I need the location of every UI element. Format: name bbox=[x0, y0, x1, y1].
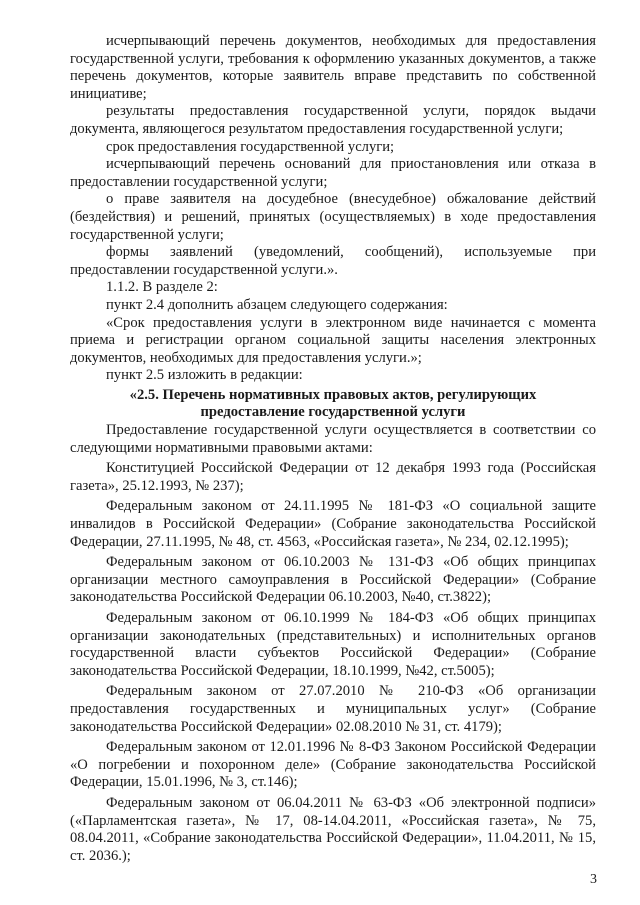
paragraph: Предоставление государственной услуги осуществляется в соответствии со следующими нормативными правовыми актами: bbox=[70, 422, 596, 456]
paragraph: срок предоставления государственной услуги; bbox=[106, 138, 395, 155]
paragraph: Федеральным законом от 06.10.2003 № 131-ФЗ «Об общих принципах организации местного самоуправления в Российской Федерации» (Собрание законодательства Российской Федерации 06.10.2003, №40, ст.3822); bbox=[70, 554, 596, 606]
paragraph: Федеральным законом от 24.11.1995 № 181-ФЗ «О социальной защите инвалидов в Российской Федерации» (Собрание законодательства Российской Федерации, 27.11.1995, № 48, ст. 4563, «Российская газета», № 234, 02.12.1995); bbox=[70, 498, 596, 550]
paragraph: формы заявлений (уведомлений, сообщений), используемые при предоставлении государственной услуги.». bbox=[70, 244, 596, 278]
paragraph: Федеральным законом от 27.07.2010 № 210-ФЗ «Об организации предоставления государственных и муниципальных услуг» (Собрание законодательства Российской Федерации» 02.08.2010 № 31, ст. 4179); bbox=[70, 683, 596, 735]
paragraph: Федеральным законом от 06.10.1999 № 184-ФЗ «Об общих принципах организации законодательных (представительных) и исполнительных органов государственной власти субъектов Российской Федерации» (Собрание законодательства Российской Федерации, 18.10.1999, №42, ст.5005); bbox=[70, 610, 596, 679]
paragraph: «Срок предоставления услуги в электронном виде начинается с момента приема и регистрации органом социальной защиты населения электронных документов, необходимых для предоставления услуги.»; bbox=[70, 314, 596, 366]
paragraph: Федеральным законом от 06.04.2011 № 63-ФЗ «Об электронной подписи» («Парламентская газета», № 17, 08-14.04.2011, «Российская газета», № 75, 08.04.2011, «Собрание законодательства Российской Федерации», 11.04.2011, № 15, ст. 2036.); bbox=[70, 794, 596, 864]
paragraph: результаты предоставления государственной услуги, порядок выдачи документа, являющегося результатом предоставления государственной услуги; bbox=[70, 103, 596, 137]
paragraph: исчерпывающий перечень оснований для приостановления или отказа в предоставлении государственной услуги; bbox=[70, 156, 596, 190]
paragraph: 1.1.2. В разделе 2: bbox=[106, 279, 218, 296]
paragraph: Федеральным законом от 12.01.1996 № 8-ФЗ Законом Российской Федерации «О погребении и похоронном деле» (Собрание законодательства Российской Федерации, 15.01.1996, № 3, ст.146); bbox=[70, 739, 596, 791]
paragraph: исчерпывающий перечень документов, необходимых для предоставления государственной услуги, требования к оформлению указанных документов, а также перечень документов, которые заявитель вправе представить по собственной инициативе; bbox=[70, 33, 596, 102]
section-heading-line-1: «2.5. Перечень нормативных правовых актов, регулирующих bbox=[129, 386, 537, 403]
paragraph: пункт 2.4 дополнить абзацем следующего содержания: bbox=[106, 296, 448, 313]
paragraph: Конституцией Российской Федерации от 12 декабря 1993 года (Российская газета», 25.12.1993, № 237); bbox=[70, 460, 596, 494]
section-heading bbox=[70, 387, 596, 422]
paragraph: пункт 2.5 изложить в редакции: bbox=[106, 367, 303, 384]
section-heading-line-2: предоставление государственной услуги bbox=[200, 404, 466, 421]
document-page bbox=[70, 33, 596, 865]
paragraph: о праве заявителя на досудебное (внесудебное) обжалование действий (бездействия) и решений, принятых (осуществляемых) в ходе предоставления государственной услуги; bbox=[70, 191, 596, 243]
page-number: 3 bbox=[590, 872, 597, 887]
